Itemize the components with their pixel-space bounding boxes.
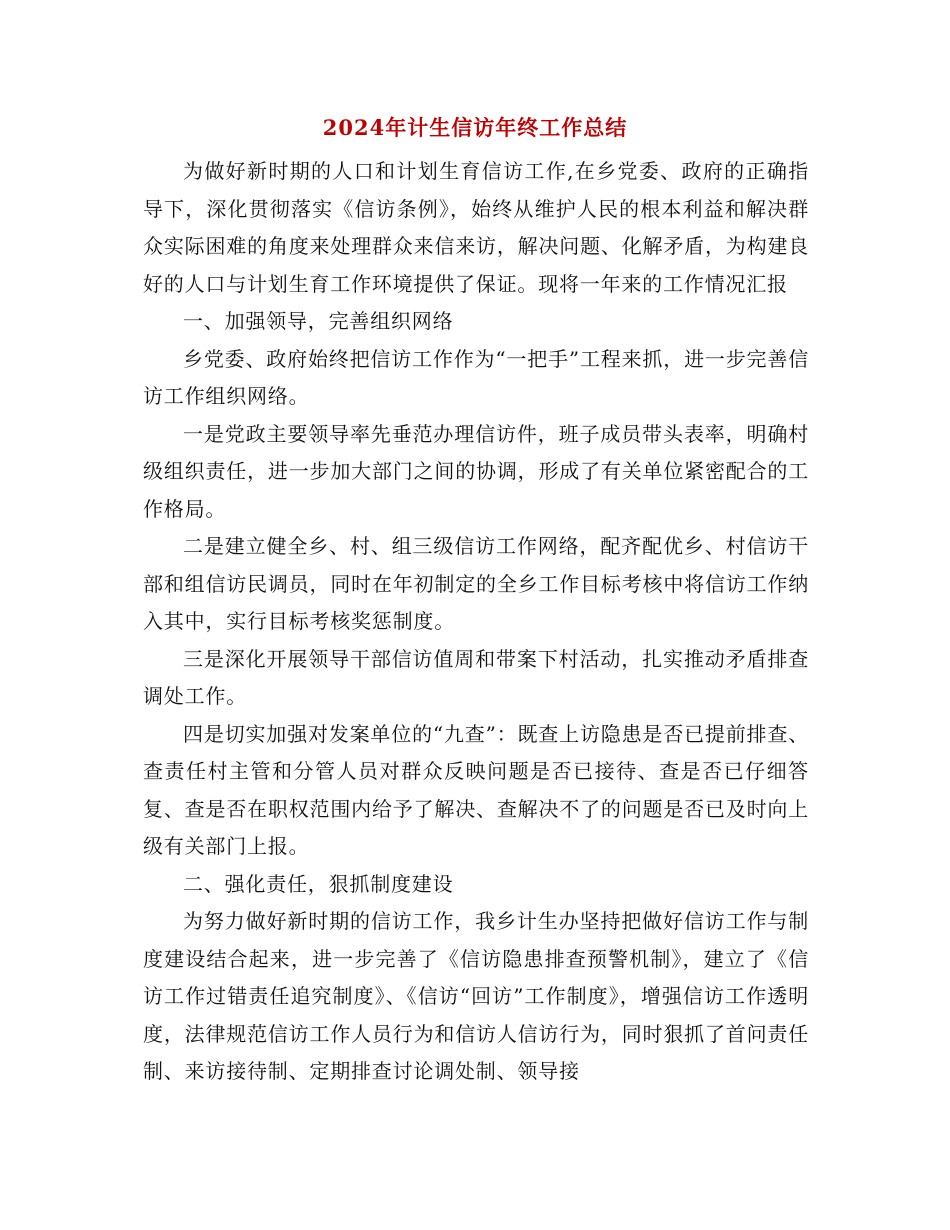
point-4-paragraph: 四是切实加强对发案单位的“九查”：既查上访隐患是否已提前排查、查责任村主管和分管人员对群众反映问题是否已接待、查是否已仔细答复、查是否在职权范围内给予了解决、查解决不了的问题是否已及时向上级有关部门上报。 xyxy=(143,721,809,858)
point-3-paragraph: 三是深化开展领导干部信访值周和带案下村活动，扎实推动矛盾排查调处工作。 xyxy=(143,646,809,708)
point-2-paragraph: 二是建立健全乡、村、组三级信访工作网络，配齐配优乡、村信访干部和组信访民调员，同时在年初制定的全乡工作目标考核中将信访工作纳入其中，实行目标考核奖惩制度。 xyxy=(143,534,809,633)
section-1-paragraph: 乡党委、政府始终把信访工作作为“一把手”工程来抓，进一步完善信访工作组织网络。 xyxy=(143,346,809,408)
intro-paragraph: 为做好新时期的人口和计划生育信访工作,在乡党委、政府的正确指导下，深化贯彻落实《信访条例》，始终从维护人民的根本利益和解决群众实际困难的角度来处理群众来信来访，解决问题、化解矛盾，为构建良好的人口与计划生育工作环境提供了保证。现将一年来的工作情况汇报 xyxy=(143,159,809,296)
section-2-paragraph: 为努力做好新时期的信访工作，我乡计生办坚持把做好信访工作与制度建设结合起来，进一步完善了《信访隐患排查预警机制》，建立了《信访工作过错责任追究制度》、《信访“回访”工作制度》，增强信访工作透明度，法律规范信访工作人员行为和信访人信访行为，同时狠抓了首问责任制、来访接待制、定期排查讨论调处制、领导接 xyxy=(143,909,809,1083)
section-heading-2: 二、强化责任，狠抓制度建设 xyxy=(183,871,454,896)
section-heading-1: 一、加强领导，完善组织网络 xyxy=(183,309,454,333)
document-title: 2024年计生信访年终工作总结 xyxy=(322,115,628,140)
document-body xyxy=(143,153,809,1091)
point-1-paragraph: 一是党政主要领导率先垂范办理信访件，班子成员带头表率，明确村级组织责任，进一步加大部门之间的协调，形成了有关单位紧密配合的工作格局。 xyxy=(143,421,809,521)
